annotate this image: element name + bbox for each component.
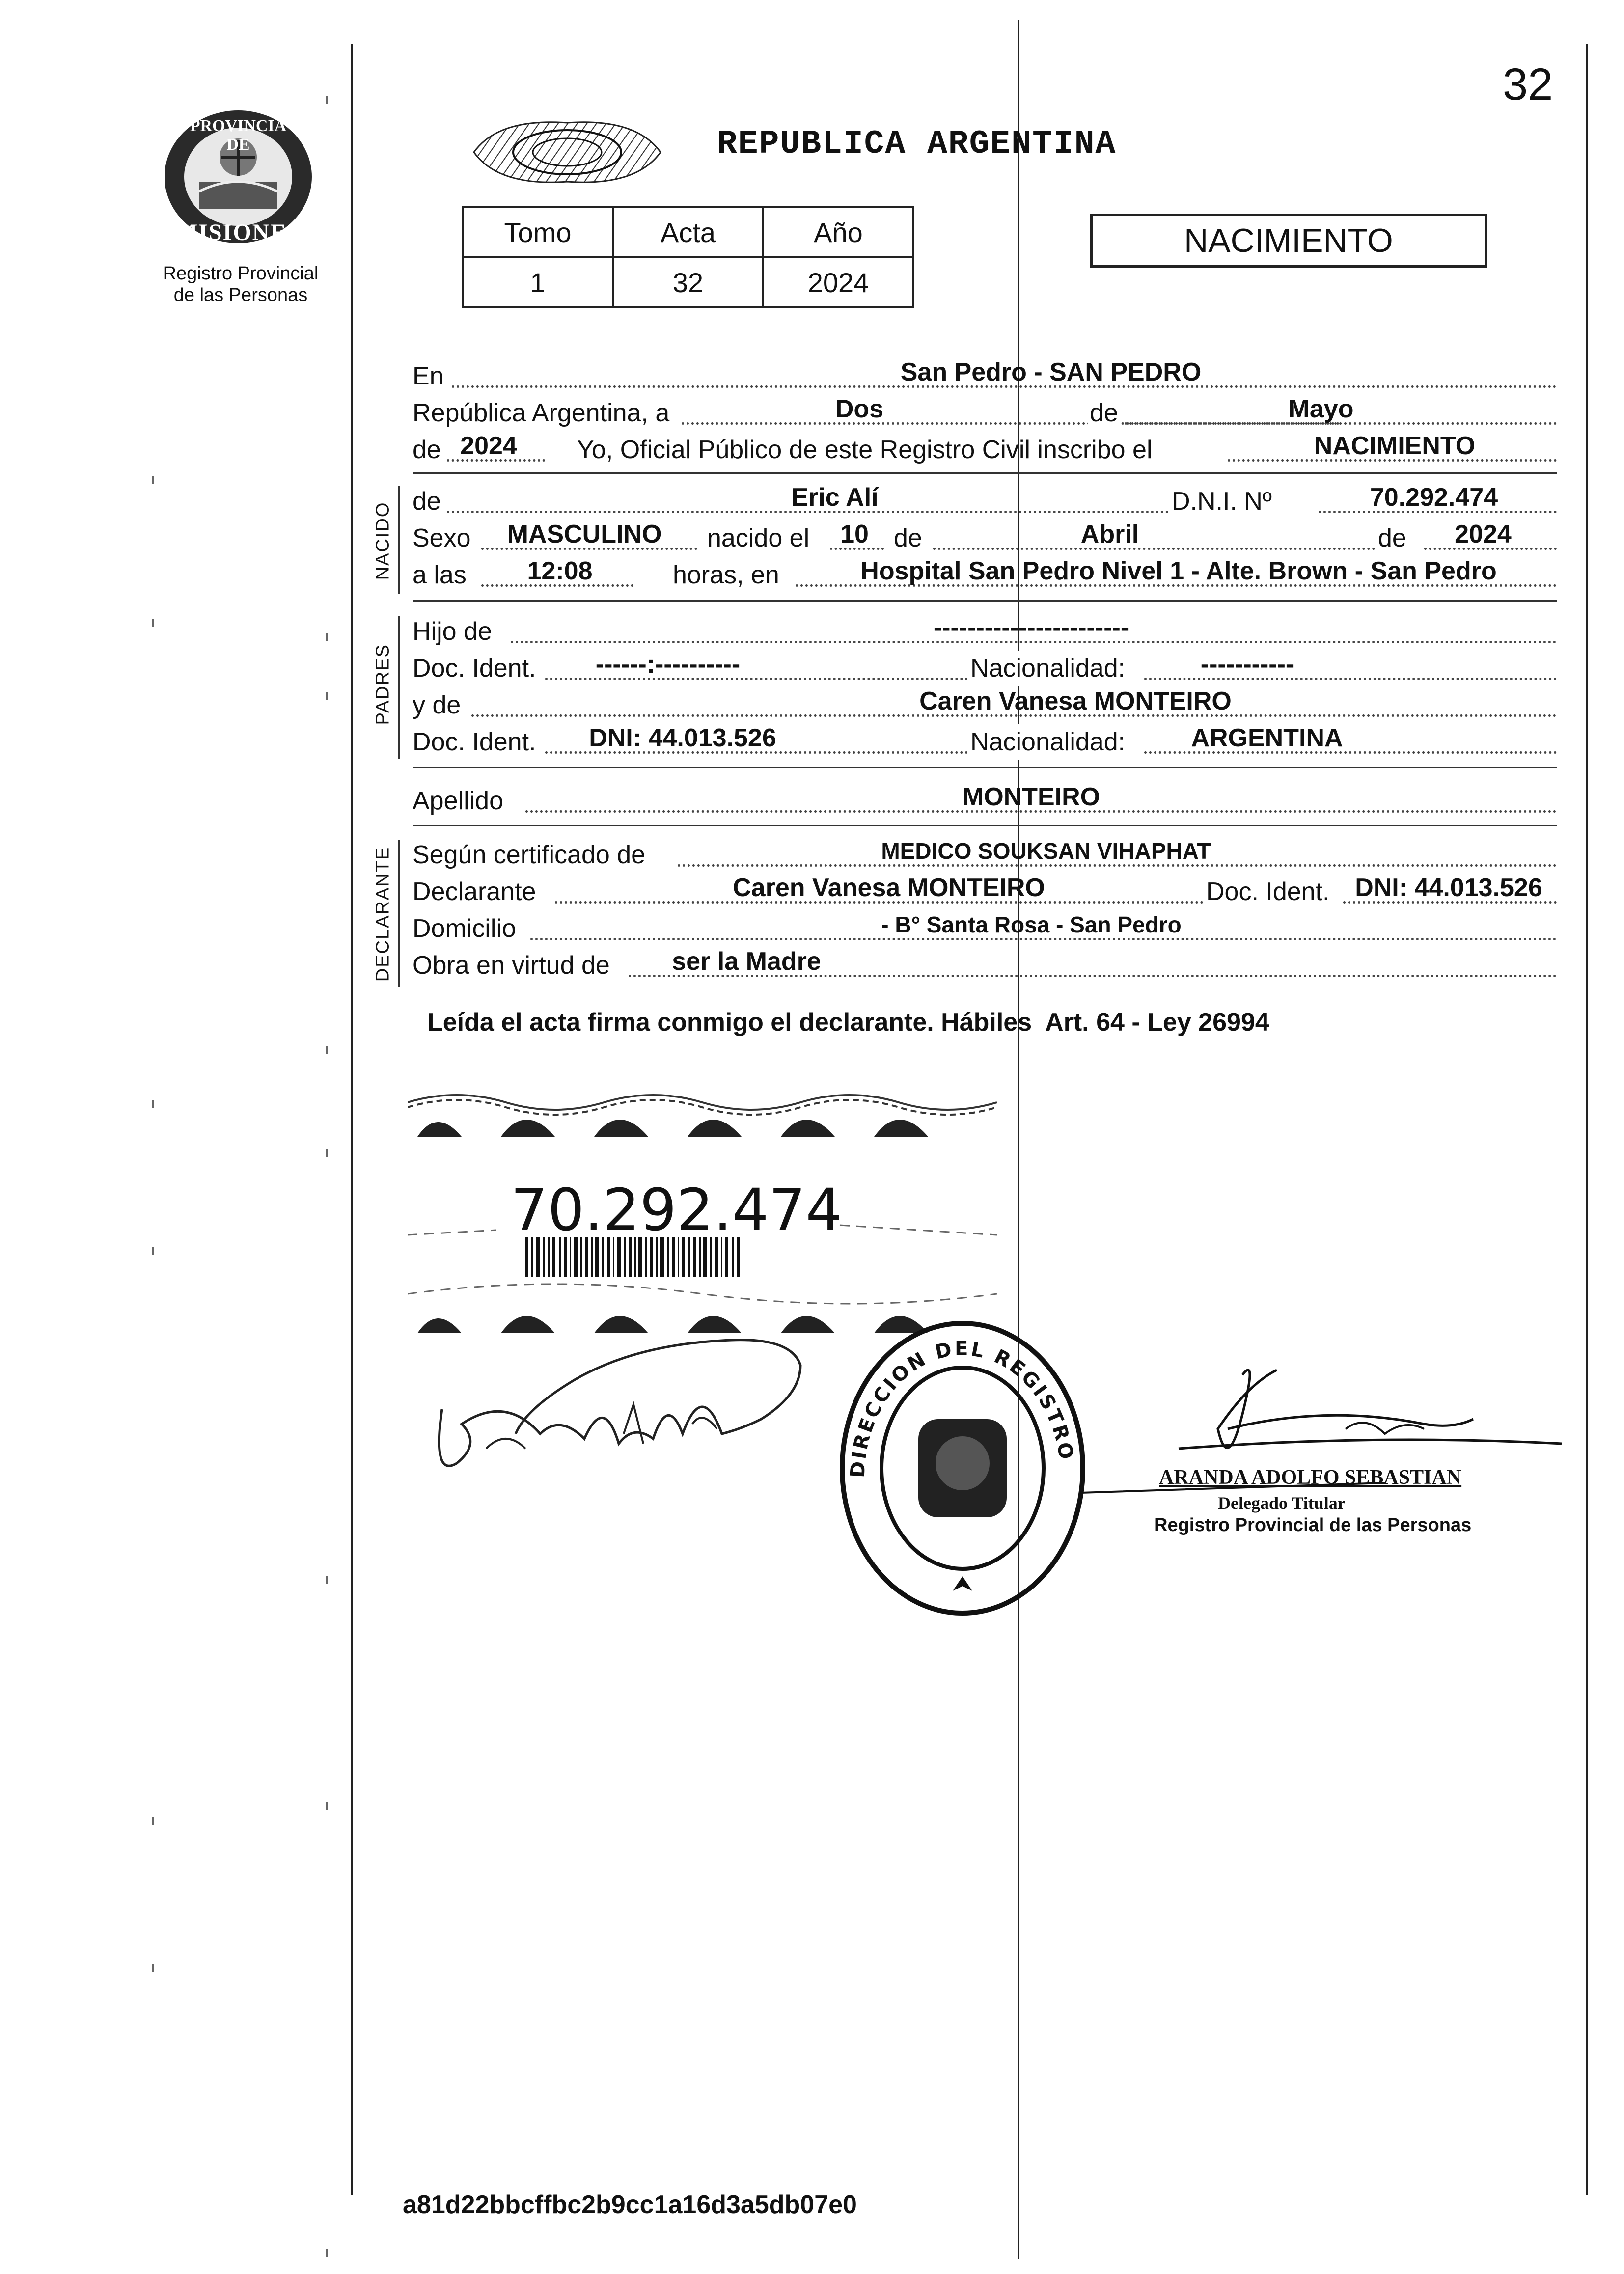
nacido-el-label: nacido el (707, 524, 810, 552)
margin-mark (326, 692, 328, 700)
act-type-label: NACIMIENTO (1184, 222, 1393, 259)
declarante-bracket (398, 840, 400, 987)
row-domicilio (413, 911, 1557, 946)
margin-mark (152, 619, 154, 627)
de-label: de (1088, 395, 1120, 431)
act-type-box (1090, 214, 1487, 268)
section-divider (413, 825, 1557, 826)
padres-section-label: PADRES (372, 644, 393, 725)
row-hora (413, 557, 1557, 593)
doc2-label: Doc. Ident. (413, 728, 536, 756)
obra-label: Obra en virtud de (413, 951, 610, 980)
lugar-value: Hospital San Pedro Nivel 1 - Alte. Brown - San Pedro (860, 557, 1497, 585)
tomo-header: Tomo (463, 207, 613, 257)
domicilio-value: - B° Santa Rosa - San Pedro (881, 912, 1182, 937)
closing-text: Leída el acta firma conmigo el declarante. Hábiles Art. 64 - Ley 26994 (427, 1008, 1269, 1037)
nombre-value: Eric Alí (791, 483, 879, 512)
official-office: Registro Provincial de las Personas (1154, 1515, 1472, 1535)
country-title: REPUBLICA ARGENTINA (717, 125, 1117, 163)
nac1-label: Nacionalidad: (967, 651, 1128, 686)
hijo-value: ----------------------- (933, 613, 1129, 642)
margin-mark (326, 1149, 328, 1157)
official-name: ARANDA ADOLFO SEBASTIAN (1159, 1466, 1462, 1489)
nac2-label: Nacionalidad: (967, 724, 1128, 760)
section-divider (413, 472, 1557, 474)
tomo-value: 1 (463, 257, 613, 307)
inscribo-value: NACIMIENTO (1314, 432, 1476, 460)
declarante-section-label: DECLARANTE (372, 846, 393, 982)
yde-label: y de (413, 691, 461, 719)
section-divider (413, 600, 1557, 602)
acta-value: 32 (613, 257, 763, 307)
nombre-label: de (413, 487, 441, 516)
margin-mark (326, 1576, 328, 1584)
horas-en-label: horas, en (673, 561, 779, 589)
tomo-acta-table (462, 206, 914, 308)
doc1-label: Doc. Ident. (413, 654, 536, 683)
declarante-label: Declarante (413, 877, 536, 906)
official-title: Delegado Titular (1218, 1493, 1346, 1513)
row-nombre (413, 484, 1557, 519)
en-value: San Pedro - SAN PEDRO (900, 358, 1202, 386)
right-margin-line (1586, 44, 1588, 2195)
nac1-value: ----------- (1200, 650, 1294, 679)
declarante-signature (427, 1336, 820, 1498)
en-label: En (413, 362, 444, 390)
nac-mes-value: Abril (1080, 520, 1139, 548)
hijo-label: Hijo de (413, 617, 492, 646)
left-margin-line (351, 44, 353, 2195)
document-hash: a81d22bbcffbc2b9cc1a16d3a5db07e0 (403, 2191, 857, 2219)
domicilio-label: Domicilio (413, 914, 516, 943)
nacido-section-label: NACIDO (372, 501, 393, 580)
nac-de-label: de (894, 524, 922, 552)
province-logo (155, 103, 322, 250)
doc3-label: Doc. Ident. (1203, 874, 1332, 909)
sexo-value: MASCULINO (507, 520, 662, 548)
declarante-value: Caren Vanesa MONTEIRO (733, 874, 1045, 902)
certificado-label: Según certificado de (413, 841, 646, 869)
margin-mark (326, 633, 328, 641)
section-divider (413, 767, 1557, 768)
doc3-value: DNI: 44.013.526 (1355, 874, 1542, 902)
dni-label: D.N.I. Nº (1169, 484, 1275, 519)
oficial-text: Yo, Oficial Público de este Registro Civil inscribo el (577, 436, 1153, 464)
row-doc2 (413, 724, 1557, 760)
row-madre (413, 687, 1557, 723)
nac-dia-value: 10 (840, 520, 869, 548)
row-certificado (413, 837, 1557, 873)
page-number: 32 (1503, 59, 1553, 110)
apellido-label: Apellido (413, 787, 504, 815)
registry-line1: Registro Provincial (163, 263, 319, 284)
de2-label: de (413, 436, 441, 464)
nac-anio-value: 2024 (1455, 520, 1512, 548)
margin-mark (152, 1817, 154, 1825)
doc2-value: DNI: 44.013.526 (589, 724, 776, 752)
row-fecha (413, 395, 1557, 431)
registry-line2: de las Personas (173, 285, 308, 305)
acta-header: Acta (613, 207, 763, 257)
madre-value: Caren Vanesa MONTEIRO (919, 687, 1232, 715)
row-obra (413, 948, 1557, 983)
nacido-bracket (398, 486, 400, 594)
margin-mark (152, 476, 154, 484)
alas-label: a las (413, 561, 467, 589)
nac2-value: ARGENTINA (1191, 724, 1343, 752)
dia-value: Dos (835, 395, 884, 423)
padres-bracket (398, 616, 400, 759)
row-hijo (413, 614, 1557, 649)
nac-de2-label: de (1375, 521, 1409, 556)
margin-mark (326, 2249, 328, 2257)
apellido-value: MONTEIRO (962, 783, 1101, 811)
anio-value: 2024 (763, 257, 913, 307)
anio-value-field: 2024 (460, 432, 517, 460)
margin-mark (326, 1802, 328, 1810)
margin-mark (152, 1964, 154, 1972)
logo-top-text: PROVINCIA DE (190, 117, 287, 154)
guilloche-emblem (469, 113, 665, 192)
anio-header: Año (763, 207, 913, 257)
obra-value: ser la Madre (672, 947, 821, 976)
margin-mark (152, 1247, 154, 1255)
row-doc1 (413, 651, 1557, 686)
hora-value: 12:08 (527, 557, 593, 585)
margin-mark (326, 96, 328, 104)
sexo-label: Sexo (413, 524, 471, 552)
row-declarante (413, 874, 1557, 909)
row-en (413, 358, 1557, 394)
official-seal (835, 1316, 1090, 1620)
row-inscribo (413, 432, 1557, 467)
doc1-value: ------:---------- (595, 650, 741, 679)
row-apellido (413, 783, 1557, 819)
row-sexo (413, 521, 1557, 556)
logo-bottom-text: MISIONES (175, 219, 302, 246)
certificado-value: MEDICO SOUKSAN VIHAPHAT (881, 838, 1211, 864)
margin-mark (152, 1100, 154, 1108)
republica-label: República Argentina, a (413, 399, 670, 427)
mes-value: Mayo (1288, 395, 1354, 423)
dni-sticker (408, 1088, 997, 1343)
dni-value: 70.292.474 (1370, 483, 1498, 512)
dni-sticker-number: 70.292.474 (511, 1176, 843, 1244)
margin-mark (326, 1046, 328, 1054)
seal-text: DIRECCION DEL REGISTRO (846, 1337, 1078, 1479)
